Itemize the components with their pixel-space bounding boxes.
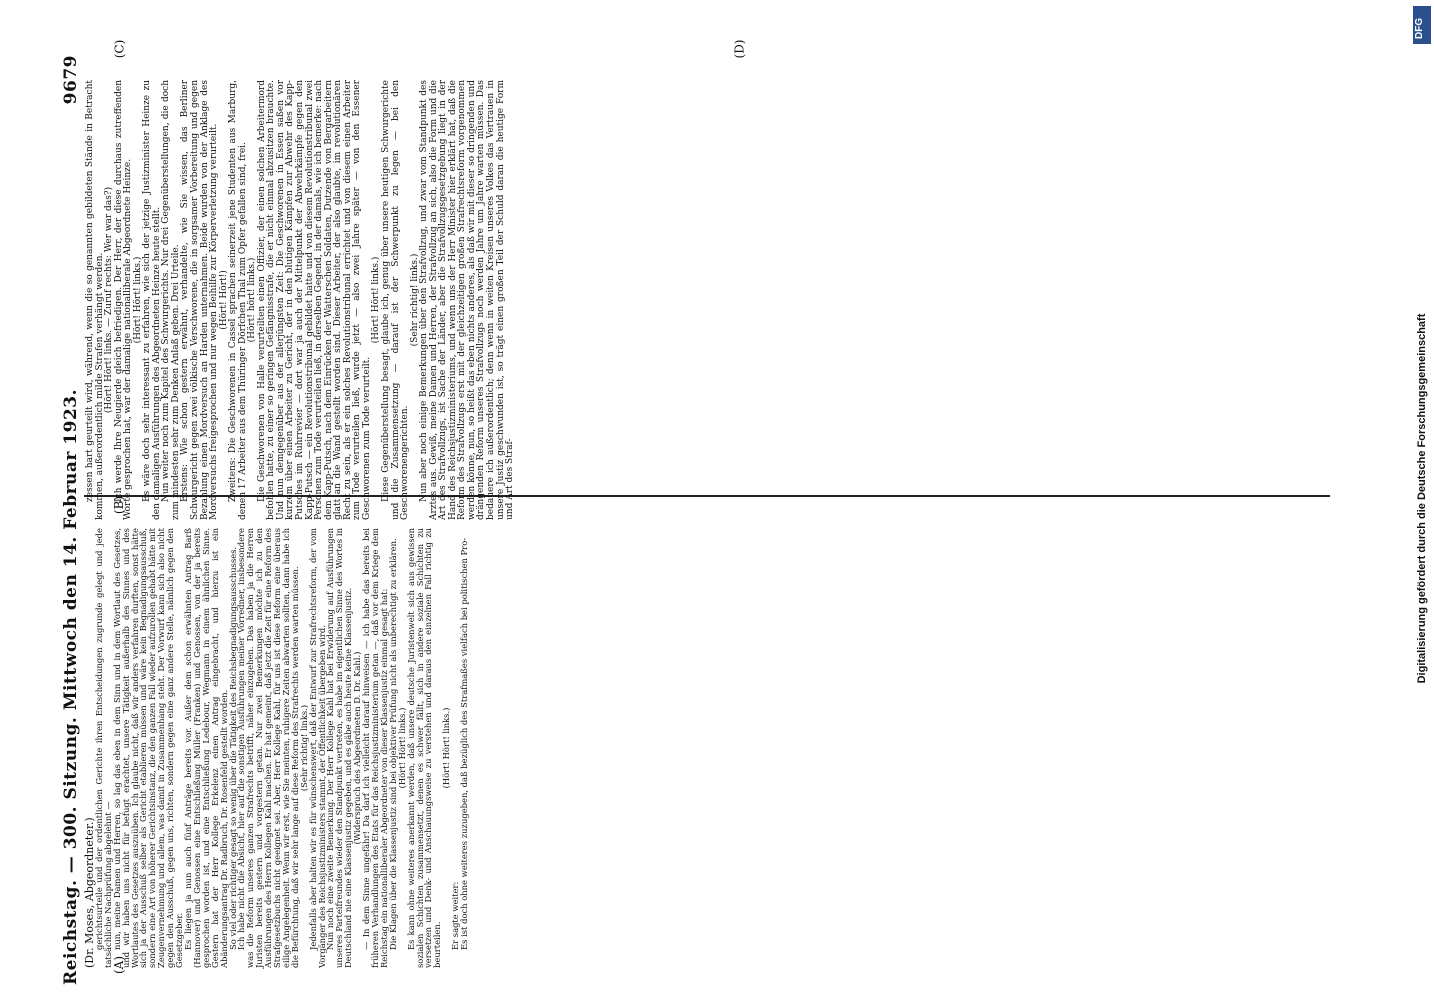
paragraph: Jedenfalls aber halten wir es für wünschenswert, daß der Entwurf zur Strafrechtsreform, der vom Vorgänger des Reichsjustizministers stammt, der Öffentlichkeit übergeben wird.: [307, 528, 327, 968]
paragraph: nun, meine Damen und Herren, so lag das eben in dem Sinn und in dem Wortlaut des Gesetzes, und wir haben uns nicht für befugt erachtet, unsere Tätigkeit außerhalb des Sinnes und des Wortlautes des Gesetzes auszuüben. Ich glaube nicht, daß wir anders verfahren durften, sonst hätte sich ja der Ausschuß selber als Gericht etablieren müssen und wäre kein Begnadigungsausschuß, sondern eine Art von höherer Gerichtsinstanz, die den ganzen Fall wieder aufzurollen gehabt hätte mit Zeugenvernehmung und allem, was damit in Zusammenhang steht. Der Vorwurf kann sich also nicht gegen den Ausschuß, gegen uns, richten, sondern gegen eine ganz andere Stelle, nämlich gegen den Gesetzgeber.: [111, 528, 185, 968]
paragraph: (Hört! Hört! links.): [371, 256, 382, 344]
paragraph: (Hört! Hört! links.): [132, 256, 143, 344]
paragraph: Ich habe nicht die Absicht, hier auf die sonstigen Ausführungen meiner Vorredner, insbesondere was die Reform unseres ganzen Strafrechts betrifft, näher einzugehen. Das haben ja die Herren Juristen bereits gestern und vorgestern getan. Nur zwei Bemerkungen möchte ich zu den Ausführungen des Herrn Kollegen Kahl machen. Er hat gemeint, daß jetzt die Zeit für eine Reform des Strafgesetzbuchs nicht geeignet sei. Aber, Herr Kollege Kahl, für uns ist diese Reform eine überaus eilige Angelegenheit. Wenn wir erst, wie Sie meinten, ruhigere Zeiten abwarten sollten, dann habe ich die Befürchtung, daß wir sehr lange auf diese Reform des Strafrechts werden warten müssen.: [236, 528, 300, 968]
paragraph: zessen hart geurteilt wird, während, wenn die so genannten gebildeten Stände in Betracht kommen, außerordentlich milde Strafen verhängt werden.: [85, 80, 105, 520]
dfg-funding-note: Digitalisierung gefördert durch die Deutsche Forschungsgemeinschaft: [1416, 313, 1428, 684]
paragraph: (Hört! Hört! links. — Zuruf rechts: Wer war das?): [104, 186, 115, 414]
paragraph: Die Geschworenen von Halle verurteilten einen Offizier, der einen solchen Arbeitermord befohlen hatte, zu einer so geringen Gefängnisstrafe, die er nicht einmal abzusitzen brauchte. Und nun demgegenüber aus der allerjüngsten Zeit: Die Geschworenen in Essen saßen vor kurzem über einen Arbeiter zu Gericht, der in den blutigen Kämpfen zur Abwehr des Kapp-Putsches im Ruhrrevier — dort war ja auch der Mittelpunkt der Abwehrkämpfe gegen den Kapp-Putsch — ein Revolutionstribunal gebildet hatte und von diesem Revolutionstribunal zwei Personen zum Tode verurteilen ließ, in derselben Gegend, in der damals, wie ich bemerke: nach dem Kapp-Putsch, nach dem Einrücken der Watterschen Soldaten, Dutzende von Bergarbeitern glatt an die Wand gestellt worden sind. Dieser Arbeiter, der also glaubte, im revolutionären Recht zu sein, als er ein solches Revolutionstribunal errichtet und von diesem einen Arbeiter zum Tode verurteilen ließ, wurde jetzt — also zwei Jahre später — von den Essener Geschworenen zum Tode verurteilt.: [256, 80, 372, 520]
column-right: [86, 80, 516, 520]
paragraph: — In dem Sinne ungefähr! Da darf ich vielleicht darauf hinweisen — ich habe das bereits bei früheren Verhandlungen des Etats für das Reichsjustizministerium getan —, daß vor dem Kriege dem Reichstag ein nationalliberaler Abgeordneter von dieser Klassenjustiz einmal gesagt hat:: [361, 528, 389, 968]
header-title: Reichstag. — 300. Sitzung. Mittwoch den 14. Februar 1923.: [61, 388, 81, 985]
paragraph: Nun noch eine zweite Bemerkung. Der Herr Kollege Kahl hat bei Erwiderung auf Ausführungen unseres Parteifreundes wieder den Standpunkt vertreten, es habe im eigentlichen Sinne des Wortes in Deutschland nie eine Klassenjustiz gegeben, und es gäbe auch heute keine Klassenjustiz.: [325, 528, 354, 968]
paragraph: (Hört! Hört! links.): [396, 707, 407, 789]
margin-marker-a: (A): [112, 955, 127, 975]
paragraph: Es kann ohne weiteres anerkannt werden, daß unsere deutsche Juristenwelt sich aus gewissen sozialen Schichten zusammensetzt, denen es schwer fällt, sich in andere soziale Schichten zu versetzen und Denk- und Anschauungsweise zu verstehen und daraus den einzelnen Fall richtig zu beurteilen.: [405, 528, 443, 968]
paragraph: (Hört! Hört!): [218, 270, 229, 330]
paragraph: Erstens: Wie schon gestern erwähnt, verhandelte, wie Sie wissen, das Berliner Schwurgericht gegen zwei völkische Verschworene, die in sorgsamer Vorbereitung und gegen Bezahlung einen Mordversuch an Harden unternahmen. Beide wurden von der Anklage des Mordversuchs freigesprochen und nur wegen Beihilfe zur Körperverletzung verurteilt.: [180, 80, 220, 520]
paragraph: (Sehr richtig! links.): [409, 253, 420, 347]
running-header: [56, 55, 86, 985]
paragraph: Nun aber noch einige Bemerkungen über den Strafvollzug, und zwar vom Standpunkt des Arztes aus. Gewiß, meine Damen und Herren, der Strafvollzug an sich, also die Form und die Art des Strafvollzugs, ist Sache der Länder, aber die Strafvollzugsgesetzgebung liegt in der Hand des Reichsjustizministeriums, und wenn uns der Herr Minister hier erklärt hat, daß die Reform des Strafvollzugs erst mit der gleichzeitigen großen Strafrechtsreform vorgenommen werden könne, nun, so heißt das eben nichts anderes, als daß wir mit dieser so dringenden und drängenden Reform unseres Strafvollzugs noch werden Jahre um Jahre warten müssen. Das bedauere ich außerordentlich; denn wenn in weiten Kreisen unseres Volkes das Vertrauen in unsere Justiz geschwunden ist, so trägt einen großen Teil der Schuld daran die heutige Form und Art des Straf-: [419, 80, 516, 520]
column-left: [83, 528, 486, 968]
paragraph: Ich werde Ihre Neugierde gleich befriedigen. Der Herr, der diese durchaus zutreffenden Worte gesprochen hat, war der damalige nationalliberale Abgeordnete Heinze.: [113, 80, 134, 520]
paragraph: Er sagte weiter:: [450, 881, 461, 950]
dfg-sidebar: [1413, 6, 1431, 991]
paragraph: Diese Gegenüberstellung besagt, glaube ich, genug über unsere heutigen Schwurgerichte und die Zusammensetzung — darauf ist der Schwerpunkt zu legen — bei den Geschworenengerichten.: [380, 80, 411, 520]
paragraph: Die Klagen über die Klassenjustiz sind bei objektiver Prüfung nicht als unberechtigt zu erklären.: [387, 538, 398, 950]
page-number: 9679: [61, 55, 81, 105]
paragraph: So viel oder richtiger gesagt so wenig über die Tätigkeit des Reichsbegnadigungsausschusses.: [227, 546, 238, 950]
speaker-label: (Dr. Moses, Abgeordneter.): [83, 817, 96, 968]
paragraph: Zweitens: Die Geschworenen in Cassel sprachen seinerzeit jene Studenten aus Marburg, denen 17 Arbeiter aus dem Thüringer Dörfchen Thal zum Opfer gefallen sind, frei.: [228, 80, 248, 520]
paragraph: (Hört! Hört! links.): [441, 707, 452, 789]
paragraph: (Hört! hört! links.): [247, 257, 258, 343]
paragraph: Es ist doch ohne weiteres zuzugeben, daß bezüglich des Strafmaßes vielfach bei politischen Pro-: [459, 537, 470, 950]
dfg-logo-text: DFG: [1414, 17, 1425, 39]
paragraph: Es liegen ja nun auch fünf Anträge bereits vor. Außer dem schon erwähnten Antrag Barß (Hannover) und Genossen eine Entschließung Müller (Franken) und Genossen, von der ja bereits gesprochen worden ist, und eine Entschließung Ledebour, Wegmann in einem ähnlichen Sinne. Gestern hat der Herr Kollege Erkelenz einen Antrag eingebracht, und hierzu ist ein Abänderungsantrag Dr. Radbruch, Dr. Rosenfeld gestellt worden.: [182, 528, 229, 968]
paragraph: gerichtsurteile und der ordentlichen Gerichte ihren Entscheidungen zugrunde gelegt und jede tatsächliche Nachprüfung abgelehnt —: [93, 528, 113, 968]
paragraph: Nun weiter noch zum Kapitel des Schwurgerichts. Nur drei Gegenüberstellungen, die doch zum mindesten sehr zum Denken Anlaß geben. Drei Urteile.: [161, 80, 181, 520]
margin-marker-d: (D): [732, 39, 747, 59]
paragraph: (Widerspruch des Abgeordneten D. Dr. Kahl.): [352, 651, 363, 845]
paragraph: Es wäre doch sehr interessant zu erfahren, wie sich der jetzige Justizminister Heinze zu den damaligen Ausführungen des Abgeordneten Heinze heute stellt.: [142, 80, 162, 520]
margin-marker-b: (B): [112, 495, 127, 515]
paragraph: (Sehr richtig! links.): [298, 704, 309, 792]
margin-marker-c: (C): [112, 39, 127, 59]
